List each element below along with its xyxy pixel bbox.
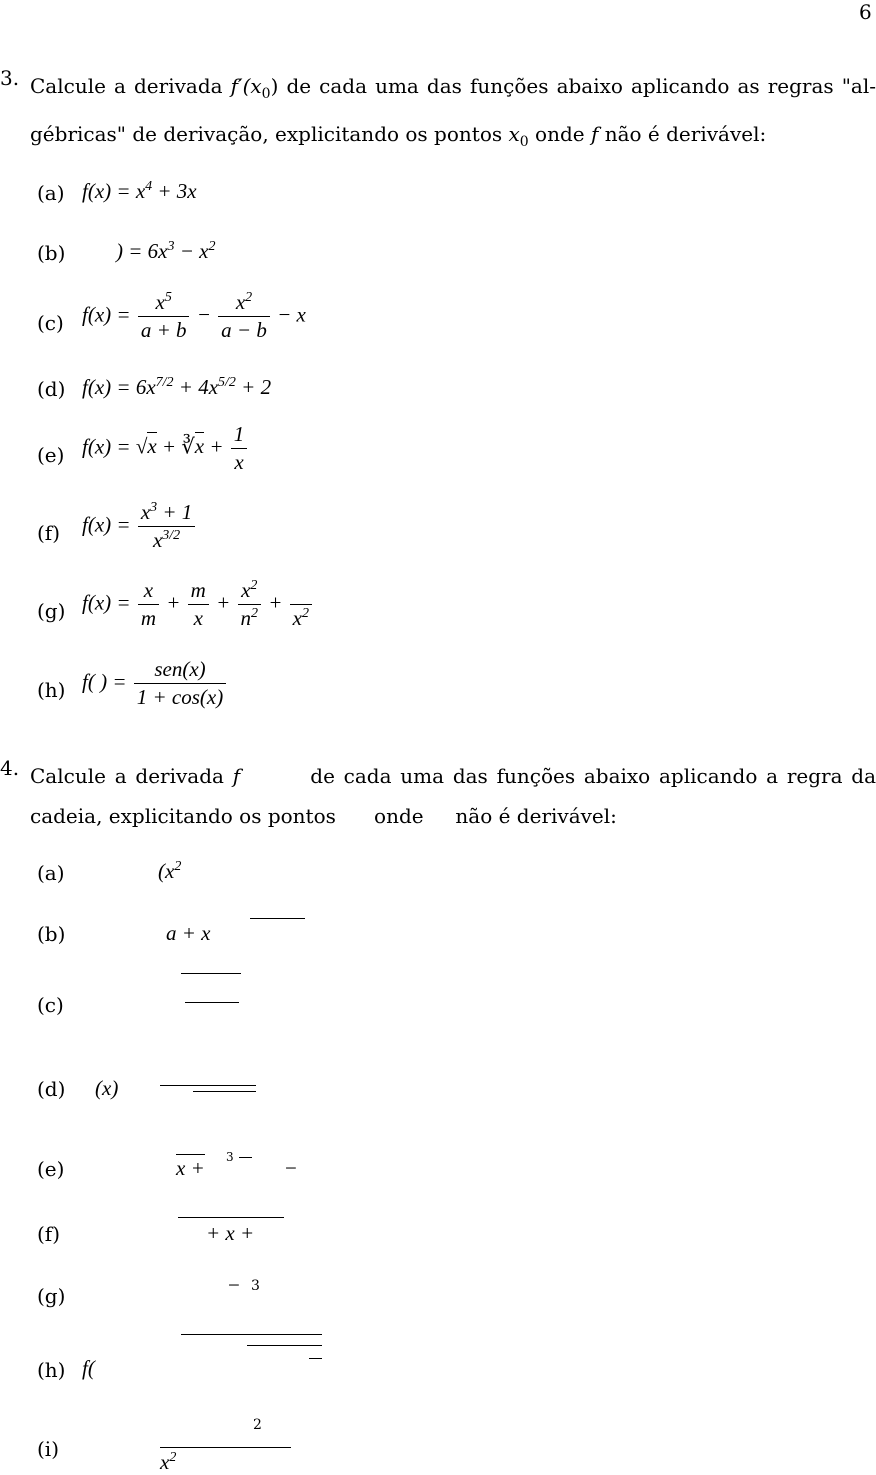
- item-3a-formula: $f(x) = x^4 + 3x$: [82, 179, 197, 203]
- item-4d-bar-1: [160, 1085, 256, 1086]
- item-4f-formula: + x +: [206, 1221, 255, 1245]
- question-4-statement: Calcule a derivada f de cada uma das funções abaixo aplicando a regra da cadeia, explicitando os pontos onde não é derivável:: [30, 764, 876, 828]
- item-3f-label: (f): [37, 521, 61, 545]
- item-3d-formula: $f(x) = 6x^{7/2} + 4x^{5/2} + 2$: [82, 375, 272, 399]
- item-3d-label: (d): [37, 377, 66, 401]
- item-3h-label: (h): [37, 678, 66, 702]
- item-4a-formula: ($x^2$: [158, 859, 182, 883]
- item-4h-label: (h): [37, 1358, 66, 1382]
- item-4h-bar-3: [309, 1358, 322, 1359]
- item-4h-formula: f(: [82, 1356, 95, 1380]
- item-4d-formula: (x): [95, 1076, 119, 1100]
- item-4e-formula: x +: [176, 1156, 205, 1180]
- item-4d-bar-2: [193, 1091, 256, 1092]
- item-4c-bar-top: [181, 973, 241, 974]
- item-3b-label: (b): [37, 241, 66, 265]
- item-4h-bar-1: [181, 1334, 322, 1335]
- item-3b-formula: ) = $6x^3 - x^2$: [116, 239, 216, 263]
- item-4e-dash: −: [285, 1156, 297, 1180]
- item-4f-label: (f): [37, 1222, 61, 1246]
- item-4g-sup: 3: [251, 1278, 260, 1294]
- item-4d-label: (d): [37, 1077, 66, 1101]
- item-4b-formula: a + x: [166, 921, 211, 945]
- item-4b-label: (b): [37, 922, 66, 946]
- page-number: 6: [859, 0, 872, 24]
- item-3c-label: (c): [37, 311, 64, 335]
- item-4i-sup: 2: [253, 1417, 262, 1433]
- question-4-number: 4.: [0, 756, 20, 780]
- item-4e-sup: 3: [226, 1150, 234, 1164]
- item-4a-label: (a): [37, 861, 65, 885]
- item-3f-formula: f(x) = $\frac{x^3 + 1}{x^{3/2}}$: [82, 500, 197, 553]
- item-3a-label: (a): [37, 181, 65, 205]
- item-4c-label: (c): [37, 993, 64, 1017]
- item-3g-label: (g): [37, 599, 66, 623]
- item-3e-formula: f(x) = √x + ∛x + $\frac{1}{x}$: [82, 422, 249, 475]
- item-4i-label: (i): [37, 1437, 60, 1461]
- question-3-statement: Calcule a derivada $f'(x_0)$ de cada uma das funções abaixo aplicando as regras "al-gébricas" de derivação, explicitando os pontos $x_0$ onde f não é derivável:: [30, 74, 876, 150]
- item-4e-label: (e): [37, 1157, 65, 1181]
- item-4e-bar: [239, 1157, 252, 1158]
- item-4b-bar: [250, 918, 305, 919]
- item-3e-label: (e): [37, 443, 65, 467]
- item-3c-formula: f(x) = $\frac{x^5}{a + b}$ − $\frac{x^2}{a - b}$ − x: [82, 290, 306, 342]
- item-4i-denominator: $x^2$: [160, 1450, 177, 1474]
- item-3g-formula: f(x) = $\frac{x}{m}$ + $\frac{m}{x}$ + $\frac{x^2}{n^2}$ + $x^2$: [82, 578, 314, 631]
- question-3-number: 3.: [0, 66, 20, 90]
- item-4h-bar-2: [247, 1345, 322, 1346]
- item-4c-bar-bottom: [185, 1002, 239, 1003]
- item-4g-formula: −: [228, 1273, 240, 1297]
- item-4f-bar: [178, 1217, 284, 1218]
- item-4i-bar: [160, 1447, 291, 1448]
- item-4g-label: (g): [37, 1284, 66, 1308]
- item-3h-formula: f( ) = $\frac{\text{sen(x)}}{1 + \cos(x)}$: [82, 657, 228, 710]
